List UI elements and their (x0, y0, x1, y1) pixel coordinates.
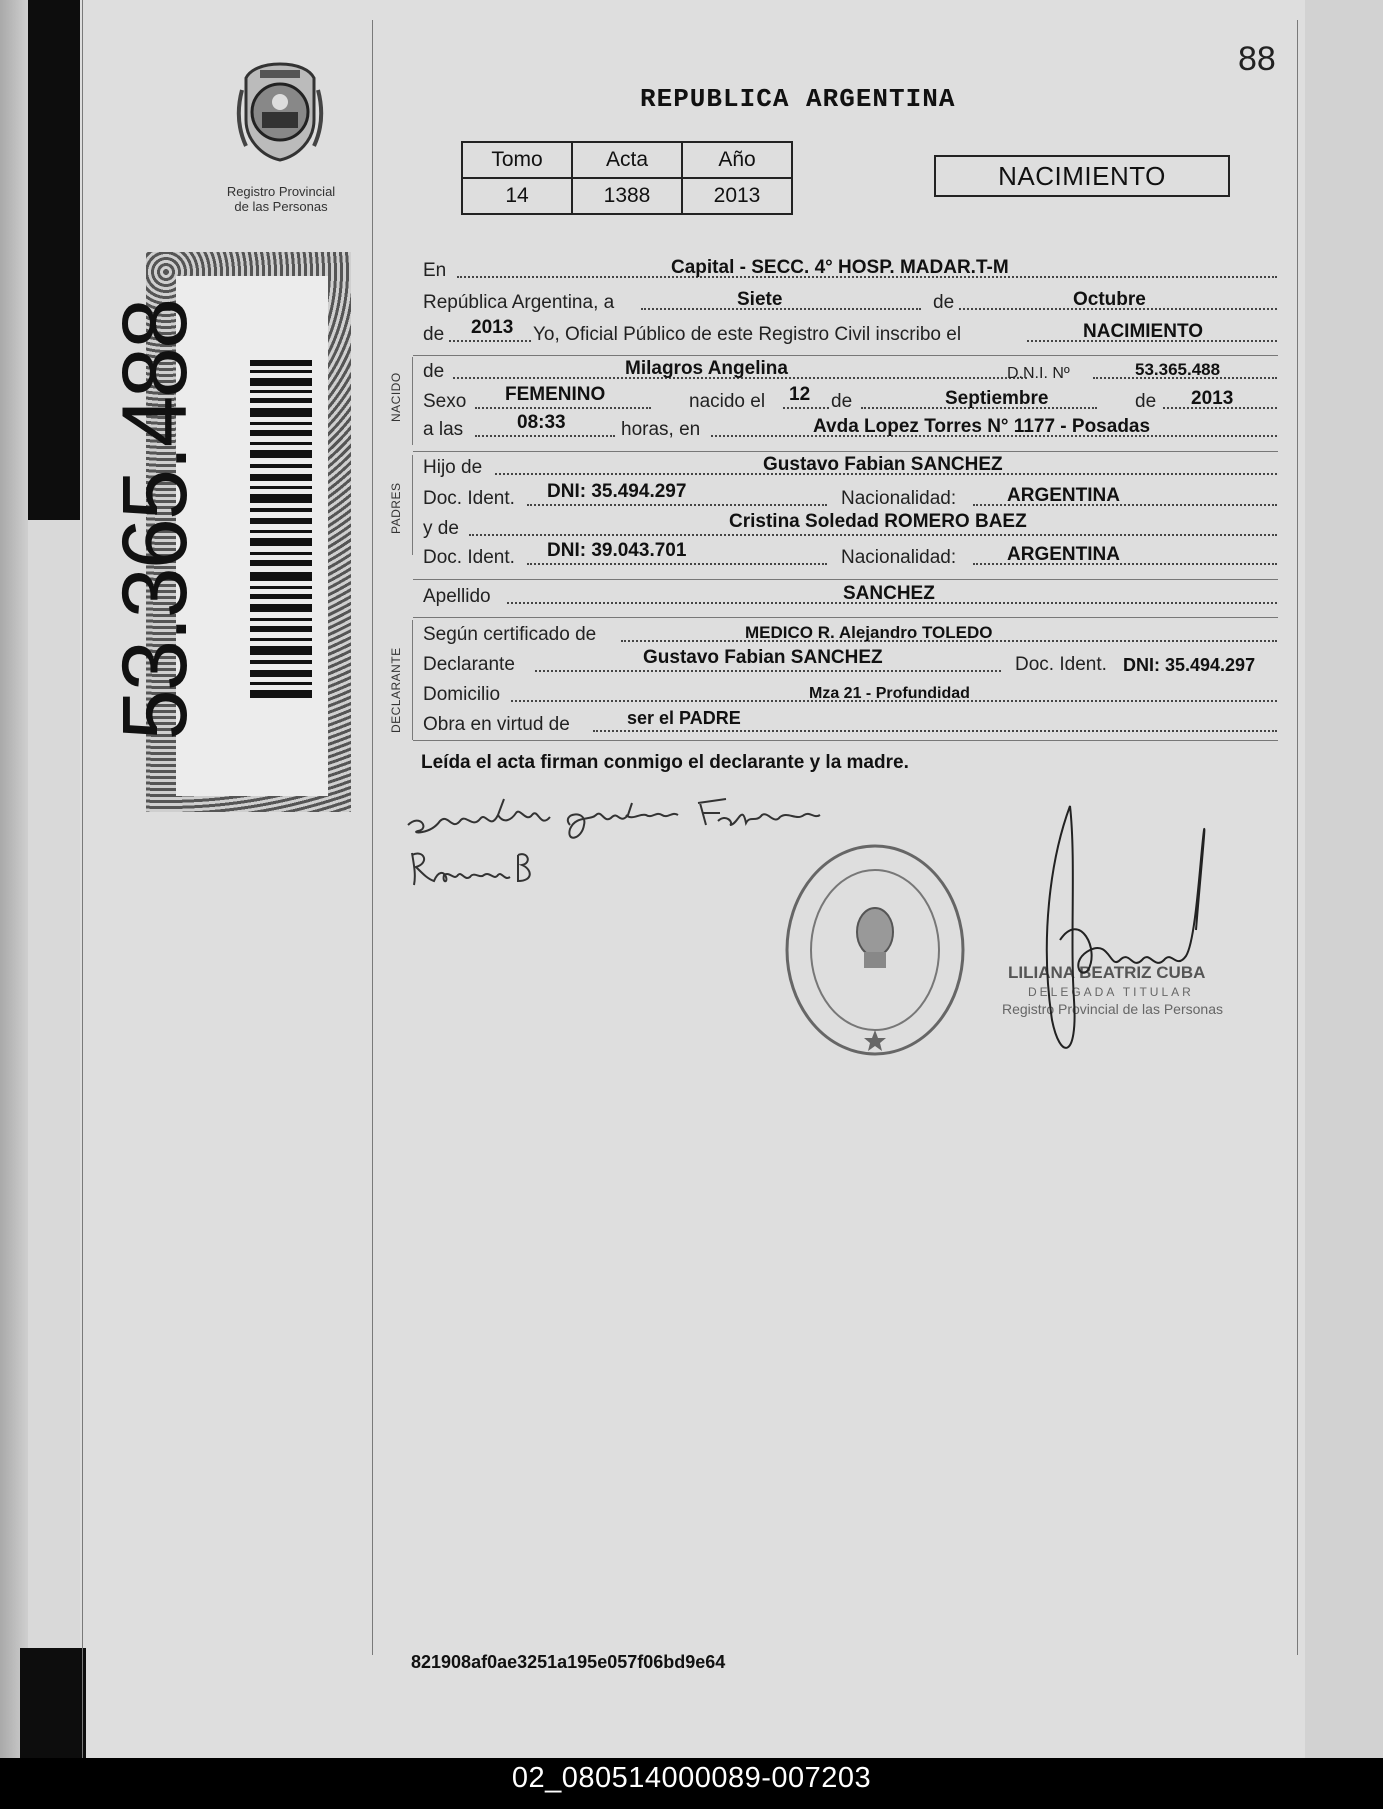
label-de2: de (423, 324, 445, 345)
label-en: En (423, 260, 447, 281)
label-nacido: nacido el (689, 391, 766, 412)
label-dni: D.N.I. Nº (1007, 365, 1070, 382)
official-stamp-icon (780, 840, 970, 1060)
value-apellido: SANCHEZ (843, 583, 935, 604)
margin-rule-right (1297, 20, 1298, 1655)
label-domicilio: Domicilio (423, 684, 501, 705)
dotted-line (783, 407, 829, 409)
row-sexo (423, 385, 1278, 415)
section-rule-nacido (412, 357, 413, 445)
provincial-seal-icon (232, 60, 328, 164)
row-republica (423, 286, 1278, 316)
svg-text:DELEGADA TITULAR: DELEGADA TITULAR (1028, 985, 1194, 999)
row-declarante (423, 648, 1278, 678)
dotted-line (475, 407, 651, 409)
row-yo (423, 318, 1278, 348)
label-de3: de (423, 361, 445, 382)
value-obra: ser el PADRE (627, 708, 741, 728)
row-obra (423, 708, 1278, 738)
value-dia-nacimiento: 12 (789, 384, 811, 405)
row-padre (423, 451, 1278, 481)
margin-rule-left (372, 20, 373, 1655)
label-de: de (933, 292, 955, 313)
row-madre (423, 512, 1278, 542)
value-anio: 2013 (471, 317, 514, 338)
value-domicilio: Mza 21 - Profundidad (809, 685, 970, 702)
logo-caption-line2: de las Personas (234, 199, 328, 214)
row-domicilio (423, 678, 1278, 708)
value-declarante: Gustavo Fabian SANCHEZ (643, 647, 883, 668)
label-nacionalidad-madre: Nacionalidad: (841, 547, 957, 568)
acta-type-box: NACIMIENTO (934, 155, 1230, 197)
value-lugar: Capital - SECC. 4° HOSP. MADAR.T-M (671, 257, 1009, 278)
page-edge-line (82, 0, 83, 1758)
registry-header-tomo: Tomo (462, 142, 572, 178)
value-doc-madre: DNI: 39.043.701 (547, 540, 687, 561)
closing-statement: Leída el acta firman conmigo el declarante y la madre. (421, 752, 909, 773)
label-sexo: Sexo (423, 391, 467, 412)
label-certificado: Según certificado de (423, 624, 597, 645)
value-mes: Octubre (1073, 289, 1146, 310)
value-lugar-nacimiento: Avda Lopez Torres N° 1177 - Posadas (813, 416, 1151, 437)
svg-text:Registro Provincial de las Per: Registro Provincial de las Personas (1002, 1001, 1223, 1017)
value-doc-padre: DNI: 35.494.297 (547, 481, 687, 502)
row-nombre (423, 355, 1278, 385)
row-padre-doc (423, 482, 1278, 512)
value-madre: Cristina Soledad ROMERO BAEZ (729, 511, 1027, 532)
label-hijo: Hijo de (423, 457, 483, 478)
row-hora (423, 413, 1278, 443)
value-hora: 08:33 (517, 412, 566, 433)
logo-caption (210, 184, 352, 214)
dotted-line (527, 504, 827, 506)
registry-header-anio: Año (682, 142, 792, 178)
value-certificado: MEDICO R. Alejandro TOLEDO (745, 623, 993, 642)
dotted-line (527, 563, 827, 565)
row-certificado (423, 618, 1278, 648)
label-horas: horas, en (621, 419, 701, 440)
label-yde: y de (423, 518, 459, 539)
label-doc-madre: Doc. Ident. (423, 547, 515, 568)
barcode-icon (250, 360, 312, 700)
value-padre: Gustavo Fabian SANCHEZ (763, 454, 1003, 475)
dotted-line (475, 435, 615, 437)
svg-text:LILIANA BEATRIZ CUBA: LILIANA BEATRIZ CUBA (1008, 963, 1206, 982)
section-rule-padres (412, 455, 413, 555)
dotted-line (469, 534, 1277, 536)
label-de4: de (831, 391, 853, 412)
section-label-nacido: NACIDO (389, 372, 403, 422)
dotted-line (593, 730, 1277, 732)
document-hash: 821908af0ae3251a195e057f06bd9e64 (411, 1652, 726, 1672)
registry-value-acta: 1388 (572, 178, 682, 214)
value-dia: Siete (737, 289, 783, 310)
document-title: REPUBLICA ARGENTINA (640, 84, 956, 114)
label-yo: Yo, Oficial Público de este Registro Civil inscribo el (533, 324, 962, 345)
document-page-margin (1305, 0, 1383, 1758)
value-inscribo: NACIMIENTO (1083, 321, 1203, 342)
officer-signature-stamp (1000, 800, 1260, 1080)
label-doc-padre: Doc. Ident. (423, 488, 515, 509)
label-doc-declarante: Doc. Ident. (1015, 654, 1107, 675)
label-obra: Obra en virtud de (423, 714, 570, 735)
value-nombre: Milagros Angelina (625, 358, 788, 379)
dni-number-vertical: 53.365.488 (104, 299, 206, 741)
registry-header-acta: Acta (572, 142, 682, 178)
dotted-line (535, 670, 1001, 672)
label-de5: de (1135, 391, 1157, 412)
registry-value-tomo: 14 (462, 178, 572, 214)
logo-caption-line1: Registro Provincial (226, 184, 336, 199)
scan-edge-dark-top (28, 0, 82, 520)
value-doc-declarante: DNI: 35.494.297 (1123, 655, 1256, 675)
value-nacionalidad-padre: ARGENTINA (1007, 485, 1120, 506)
value-sexo: FEMENINO (505, 384, 606, 405)
label-declarante: Declarante (423, 654, 515, 675)
label-nacionalidad-padre: Nacionalidad: (841, 488, 957, 509)
section-label-declarante: DECLARANTE (389, 647, 403, 733)
label-alas: a las (423, 419, 464, 440)
dotted-line (449, 340, 531, 342)
row-madre-doc (423, 541, 1278, 571)
scan-edge-dark-bottom (20, 1648, 86, 1758)
value-anio-nacimiento: 2013 (1191, 388, 1234, 409)
scan-edge (0, 0, 28, 1758)
registry-table (461, 141, 793, 215)
registry-value-anio: 2013 (682, 178, 792, 214)
row-apellido (423, 580, 1278, 610)
section-label-padres: PADRES (389, 482, 403, 534)
footer-document-id: 02_080514000089-007203 (511, 1762, 872, 1794)
page-number: 88 (1238, 40, 1276, 78)
section-rule-declarante (412, 620, 413, 740)
value-nacionalidad-madre: ARGENTINA (1007, 544, 1120, 565)
section-divider (413, 740, 1278, 741)
label-apellido: Apellido (423, 586, 491, 607)
row-en (423, 254, 1278, 284)
value-mes-nacimiento: Septiembre (945, 388, 1049, 409)
value-dni: 53.365.488 (1135, 360, 1221, 379)
label-republica: República Argentina, a (423, 292, 615, 313)
